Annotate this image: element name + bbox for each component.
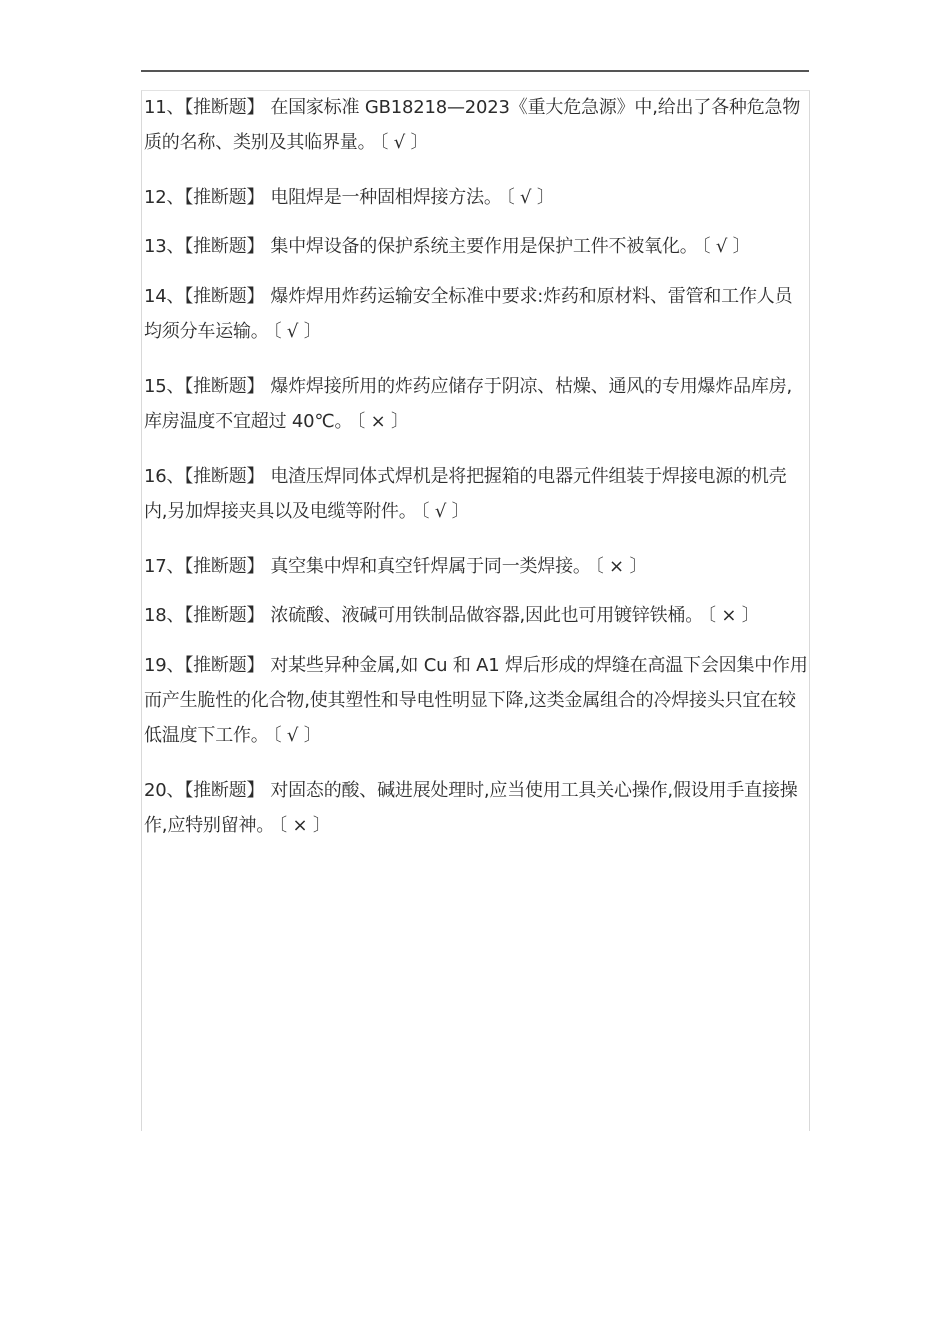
question-type: 【推断题】 — [184, 236, 265, 257]
question-text: 爆炸焊接所用的炸药应储存于阴凉、枯燥、通风的专用爆炸品库房,库房温度不宜超过 40℃。 — [144, 376, 793, 432]
question-answer: 〔 √ 〕 — [272, 321, 322, 342]
question-answer: 〔 × 〕 — [594, 556, 648, 577]
question-text: 爆炸焊用炸药运输安全标准中要求:炸药和原材料、雷管和工作人员均须分车运输。 — [144, 286, 793, 342]
question-number: 18、 — [144, 605, 185, 626]
question-number: 16、 — [144, 466, 185, 487]
question-14 — [144, 279, 808, 349]
question-answer: 〔 × 〕 — [707, 605, 760, 626]
question-text: 对某些异种金属,如 Cu 和 A1 焊后形成的焊缝在高温下会因集中作用而产生脆性的化合物,使其塑性和导电性明显下降,这类金属组合的冷焊接头只宜在较低温度下工作。 — [144, 655, 808, 746]
question-number: 15、 — [144, 376, 185, 397]
question-answer: 〔 √ 〕 — [701, 236, 751, 257]
question-type: 【推断题】 — [184, 187, 265, 208]
header-rule — [141, 70, 809, 72]
question-20 — [144, 773, 808, 843]
question-type: 【推断题】 — [184, 286, 265, 307]
question-text: 集中焊设备的保护系统主要作用是保护工件不被氧化。 — [270, 236, 698, 257]
question-answer: 〔 √ 〕 — [420, 501, 470, 522]
question-number: 17、 — [144, 556, 185, 577]
question-16 — [144, 459, 808, 529]
question-type: 【推断题】 — [184, 97, 265, 118]
question-text: 浓硫酸、液碱可用铁制品做容器,因此也可用镀锌铁桶。 — [270, 605, 704, 626]
question-number: 12、 — [144, 187, 185, 208]
question-answer: 〔 × 〕 — [356, 411, 409, 432]
question-type: 【推断题】 — [184, 466, 265, 487]
question-text: 在国家标准 GB18218—2023《重大危急源》中,给出了各种危急物质的名称、类别及其临界量。 — [144, 97, 801, 153]
question-17 — [144, 549, 808, 584]
question-answer: 〔 × 〕 — [278, 815, 331, 836]
question-type: 【推断题】 — [184, 556, 265, 577]
question-text: 电渣压焊同体式焊机是将把握箱的电器元件组装于焊接电源的机壳内,另加焊接夹具以及电缆等附件。 — [144, 466, 787, 522]
question-answer: 〔 √ 〕 — [505, 187, 555, 208]
question-text: 对固态的酸、碱进展处理时,应当使用工具关心操作,假设用手直接操作,应特别留神。 — [144, 780, 798, 836]
question-answer: 〔 √ 〕 — [272, 725, 322, 746]
question-18 — [144, 598, 808, 633]
question-19 — [144, 648, 808, 753]
question-number: 20、 — [144, 780, 185, 801]
question-number: 11、 — [144, 97, 185, 118]
question-13 — [144, 229, 808, 264]
question-number: 19、 — [144, 655, 185, 676]
question-text: 电阻焊是一种固相焊接方法。 — [270, 187, 502, 208]
question-11 — [144, 90, 808, 160]
question-type: 【推断题】 — [184, 605, 265, 626]
question-type: 【推断题】 — [184, 780, 265, 801]
question-number: 14、 — [144, 286, 185, 307]
question-type: 【推断题】 — [184, 655, 265, 676]
question-12 — [144, 180, 808, 215]
question-15 — [144, 369, 808, 439]
question-number: 13、 — [144, 236, 185, 257]
question-answer: 〔 √ 〕 — [379, 132, 429, 153]
question-text: 真空集中焊和真空钎焊属于同一类焊接。 — [270, 556, 591, 577]
question-type: 【推断题】 — [184, 376, 265, 397]
